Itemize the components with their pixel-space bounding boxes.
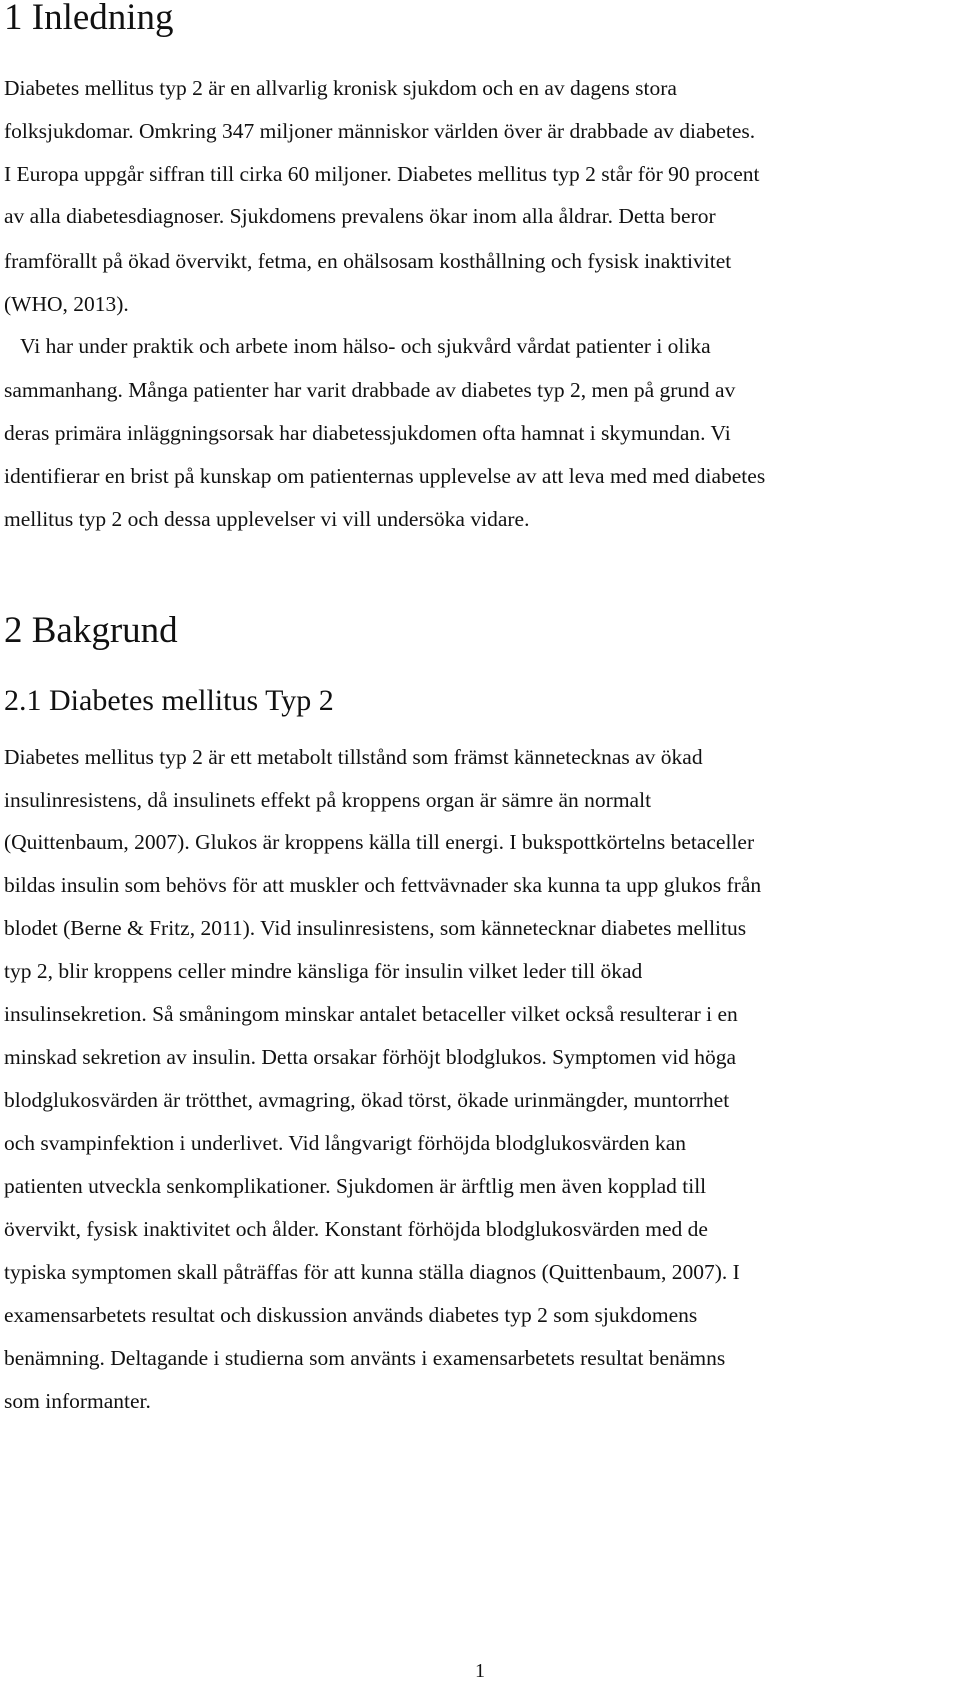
text-line: blodet (Berne & Fritz, 2011). Vid insulinresistens, som kännetecknar diabetes mellitus <box>4 916 747 940</box>
section-heading-inledning: 1 Inledning <box>4 0 174 38</box>
text-line: minskad sekretion av insulin. Detta orsakar förhöjt blodglukos. Symptomen vid höga <box>4 1045 737 1069</box>
text-line: benämning. Deltagande i studierna som använts i examensarbetets resultat benämns <box>4 1346 726 1370</box>
text-line: övervikt, fysisk inaktivitet och ålder. Konstant förhöjda blodglukosvärden med de <box>4 1217 708 1241</box>
text-line: Vi har under praktik och arbete inom hälso- och sjukvård vårdat patienter i olika <box>20 334 711 358</box>
text-line: examensarbetets resultat och diskussion används diabetes typ 2 som sjukdomens <box>4 1303 698 1327</box>
subsection-heading-diabetes: 2.1 Diabetes mellitus Typ 2 <box>4 684 334 717</box>
text-line: insulinsekretion. Så småningom minskar antalet betaceller vilket också resulterar i en <box>4 1002 738 1026</box>
text-line: (WHO, 2013). <box>4 292 129 316</box>
text-line: som informanter. <box>4 1389 151 1413</box>
text-line: bildas insulin som behövs för att muskler och fettvävnader ska kunna ta upp glukos från <box>4 873 762 897</box>
text-line: identifierar en brist på kunskap om patienternas upplevelse av att leva med med diabetes <box>4 464 766 488</box>
section-heading-bakgrund: 2 Bakgrund <box>4 610 178 651</box>
text-line: typiska symptomen skall påträffas för att kunna ställa diagnos (Quittenbaum, 2007). I <box>4 1260 740 1284</box>
text-line: deras primära inläggningsorsak har diabetessjukdomen ofta hamnat i skymundan. Vi <box>4 421 731 445</box>
text-line: typ 2, blir kroppens celler mindre känsliga för insulin vilket leder till ökad <box>4 959 643 983</box>
text-line: framförallt på ökad övervikt, fetma, en ohälsosam kosthållning och fysisk inaktivitet <box>4 249 732 273</box>
text-line: mellitus typ 2 och dessa upplevelser vi vill undersöka vidare. <box>4 507 530 531</box>
text-line: sammanhang. Många patienter har varit drabbade av diabetes typ 2, men på grund av <box>4 378 736 402</box>
text-line: insulinresistens, då insulinets effekt på kroppens organ är sämre än normalt <box>4 788 652 812</box>
text-line: Diabetes mellitus typ 2 är en allvarlig kronisk sjukdom och en av dagens stora <box>4 76 677 100</box>
text-line: och svampinfektion i underlivet. Vid långvarigt förhöjda blodglukosvärden kan <box>4 1131 686 1155</box>
text-line: blodglukosvärden är trötthet, avmagring, ökad törst, ökade urinmängder, muntorrhet <box>4 1088 730 1112</box>
text-line: patienten utveckla senkomplikationer. Sjukdomen är ärftlig men även kopplad till <box>4 1174 707 1198</box>
text-line: I Europa uppgår siffran till cirka 60 miljoner. Diabetes mellitus typ 2 står för 90 procent <box>4 162 760 186</box>
text-line: (Quittenbaum, 2007). Glukos är kroppens källa till energi. I bukspottkörtelns betaceller <box>4 830 755 854</box>
text-line: folksjukdomar. Omkring 347 miljoner människor världen över är drabbade av diabetes. <box>4 119 756 143</box>
text-line: av alla diabetesdiagnoser. Sjukdomens prevalens ökar inom alla åldrar. Detta beror <box>4 204 716 228</box>
text-line: Diabetes mellitus typ 2 är ett metabolt tillstånd som främst kännetecknas av ökad <box>4 745 703 769</box>
page-number: 1 <box>475 1660 485 1682</box>
